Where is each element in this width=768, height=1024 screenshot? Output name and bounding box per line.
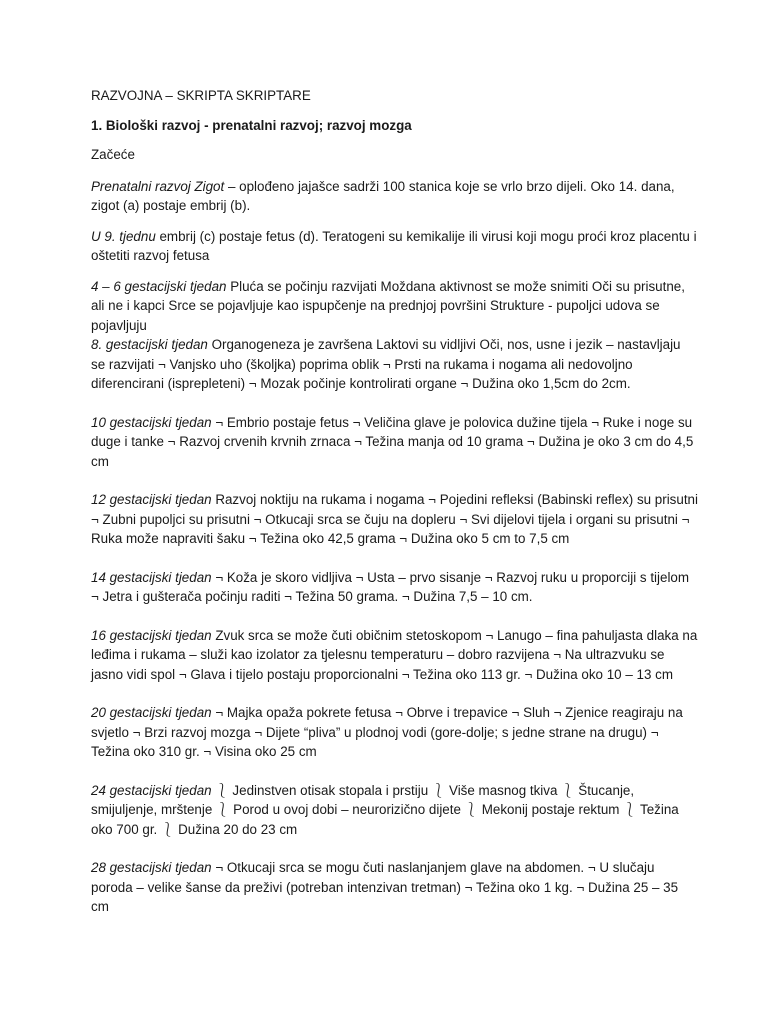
- paragraph-lead: 20 gestacijski tjedan: [91, 705, 212, 720]
- document-title: RAZVOJNA – SKRIPTA SKRIPTARE: [91, 88, 311, 103]
- paragraph-text: ¬ Koža je skoro vidljiva ¬ Usta – prvo sisanje ¬ Razvoj ruku u proporciji s tijelom ¬ Jetra i gušterača počinju raditi ¬ Težina 50 grama. ¬ Dužina 7,5 – 10 cm.: [91, 569, 690, 604]
- paragraph-week-20: [91, 703, 698, 762]
- paragraph-text: Zvuk srca se može čuti običnim stetoskopom ¬ Lanugo – fina pahuljasta dlaka na leđima i rukama – služi kao izolator za tjelesnu temperaturu – dobro razvijena ¬ Na ultrazvuku se jasno vidi spol ¬ Glava i tijelo postaju proporcionalni ¬ Težina oko 113 gr. ¬ Dužina oko 10 – 13 cm: [91, 627, 698, 682]
- paragraph-week-8: [91, 335, 698, 394]
- paragraph-week-4-6: [91, 277, 698, 336]
- paragraph-lead: 12 gestacijski tjedan: [91, 492, 212, 507]
- paragraph-text: ¬ Otkucaji srca se mogu čuti naslanjanjem glave na abdomen. ¬ U slučaju poroda – velike šanse da preživi (potreban intenzivan tretman) ¬ Težina oko 1 kg. ¬ Dužina 25 – 35 cm: [91, 860, 679, 914]
- paragraph-lead: 10 gestacijski tjedan: [91, 414, 212, 430]
- paragraph-text: ¬ Embrio postaje fetus ¬ Veličina glave je polovica dužine tijela ¬ Ruke i noge su duge i tanke ¬ Razvoj crvenih krvnih zrnaca ¬ Težina manja od 10 grama ¬ Dužina je oko 3 cm do 4,5 cm: [91, 414, 694, 469]
- paragraph-lead: U 9. tjednu: [91, 228, 156, 244]
- paragraph-text: Razvoj noktiju na rukama i nogama ¬ Pojedini refleksi (Babinski reflex) su prisutni ¬ Zubni pupoljci su prisutni ¬ Otkucaji srca se čuju na dopleru ¬ Svi dijelovi tijela i organi su prisutni ¬ Ruka može napraviti šaku ¬ Težina oko 42,5 grama ¬ Dužina oko 5 cm to 7,5 cm: [91, 492, 698, 546]
- paragraph-text: embrij (c) postaje fetus (d). Teratogeni su kemikalije ili virusi koji mogu proći kroz placentu i oštetiti razvoj fetusa: [91, 228, 697, 263]
- paragraph-lead: 4 – 6 gestacijski tjedan: [91, 278, 227, 294]
- paragraph-lead: 8. gestacijski tjedan: [91, 337, 208, 352]
- paragraph-lead: Prenatalni razvoj Zigot: [91, 178, 225, 194]
- subsection-heading: Začeće: [91, 147, 135, 162]
- paragraph-text: ⎱ Jedinstven otisak stopala i prstiju ⎱ Više masnog tkiva ⎱ Štucanje, smijuljenje, mrštenje ⎱ Porod u ovoj dobi – neurorizično dijete ⎱ Mekonij postaje rektum ⎱ Težina oko 700 gr. ⎱ Dužina 20 do 23 cm: [91, 782, 679, 837]
- section-heading: 1. Biološki razvoj - prenatalni razvoj; razvoj mozga: [91, 117, 412, 133]
- paragraph-text: Pluća se počinju razvijati Moždana aktivnost se može snimiti Oči su prisutne, ali ne i kapci Srce se pojavljuje kao ispupčenje na prednjoj površini Strukture - pupoljci udova se pojavljuju: [91, 278, 685, 333]
- paragraph-week-9: [91, 227, 698, 266]
- paragraph-lead: 14 gestacijski tjedan: [91, 569, 212, 585]
- paragraph-text: ¬ Majka opaža pokrete fetusa ¬ Obrve i trepavice ¬ Sluh ¬ Zjenice reagiraju na svjetlo ¬ Brzi razvoj mozga ¬ Dijete “pliva” u plodnoj vodi (gore-dolje; s jedne strane na drugu) ¬ Težina oko 310 gr. ¬ Visina oko 25 cm: [91, 705, 683, 759]
- paragraph-lead: 24 gestacijski tjedan: [91, 782, 212, 798]
- paragraph-week-14: [91, 568, 698, 607]
- paragraph-lead: 28 gestacijski tjedan: [91, 860, 212, 875]
- paragraph-text: Organogeneza je završena Laktovi su vidljivi Oči, nos, usne i jezik – nastavljaju se razvijati ¬ Vanjsko uho (školjka) poprima oblik ¬ Prsti na rukama i nogama ali nedovoljno diferencirani (isprepleteni) ¬ Mozak počinje kontrolirati organe ¬ Dužina oko 1,5cm do 2cm.: [91, 337, 681, 391]
- paragraph-week-24: [91, 781, 698, 840]
- paragraph-week-12: [91, 490, 698, 549]
- paragraph-week-10: [91, 413, 698, 472]
- paragraph-text: – oplođeno jajašce sadrži 100 stanica koje se vrlo brzo dijeli. Oko 14. dana, zigot (a) postaje embrij (b).: [91, 178, 675, 213]
- paragraph-lead: 16 gestacijski tjedan: [91, 627, 212, 643]
- paragraph-week-16: [91, 626, 698, 685]
- paragraph-prenatal: [91, 177, 698, 216]
- paragraph-week-28: [91, 858, 698, 917]
